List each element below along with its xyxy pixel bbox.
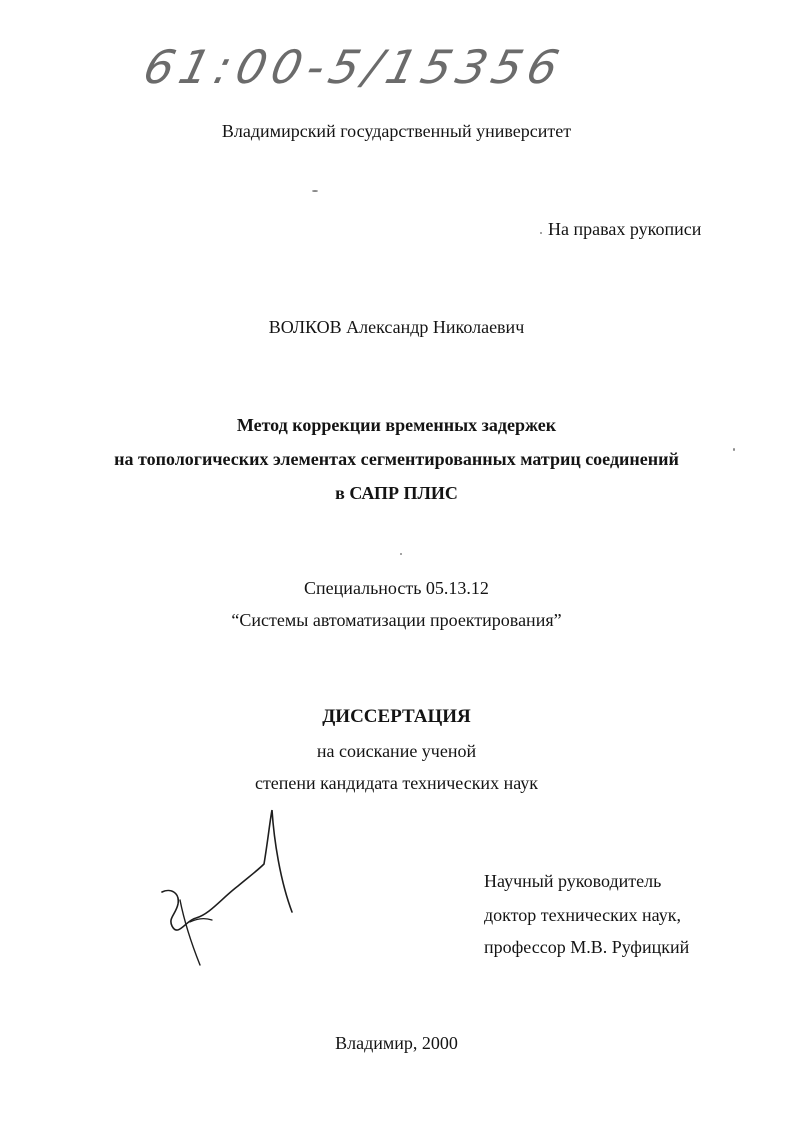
scan-speck [540, 232, 542, 234]
handwritten-signature [150, 800, 310, 970]
handwritten-registration-number: 61:00-5/15356 [138, 40, 570, 94]
title-line-2: на топологических элементах сегментированных матриц соединений [114, 449, 679, 469]
dissertation-purpose-line-1: на соискание ученой [316, 741, 477, 761]
dissertation-purpose-line-2: степени кандидата технических наук [254, 773, 539, 793]
dissertation-heading: ДИССЕРТАЦИЯ [322, 706, 471, 727]
city-year: Владимир, 2000 [335, 1033, 458, 1053]
supervisor-label: Научный руководитель [484, 871, 662, 891]
scan-speck [400, 553, 402, 555]
supervisor-degree: доктор технических наук, [484, 905, 681, 925]
manuscript-rights-note: На правах рукописи [548, 219, 702, 239]
specialty-code: Специальность 05.13.12 [304, 578, 489, 598]
supervisor-name: профессор М.В. Руфицкий [484, 937, 690, 957]
scan-speck [312, 190, 318, 192]
title-line-3: в САПР ПЛИС [335, 483, 458, 503]
title-line-1: Метод коррекции временных задержек [236, 415, 557, 435]
university-name: Владимирский государственный университет [221, 121, 572, 141]
scan-speck [733, 448, 735, 451]
specialty-name: “Системы автоматизации проектирования” [231, 610, 562, 630]
author-name: ВОЛКОВ Александр Николаевич [268, 317, 525, 337]
